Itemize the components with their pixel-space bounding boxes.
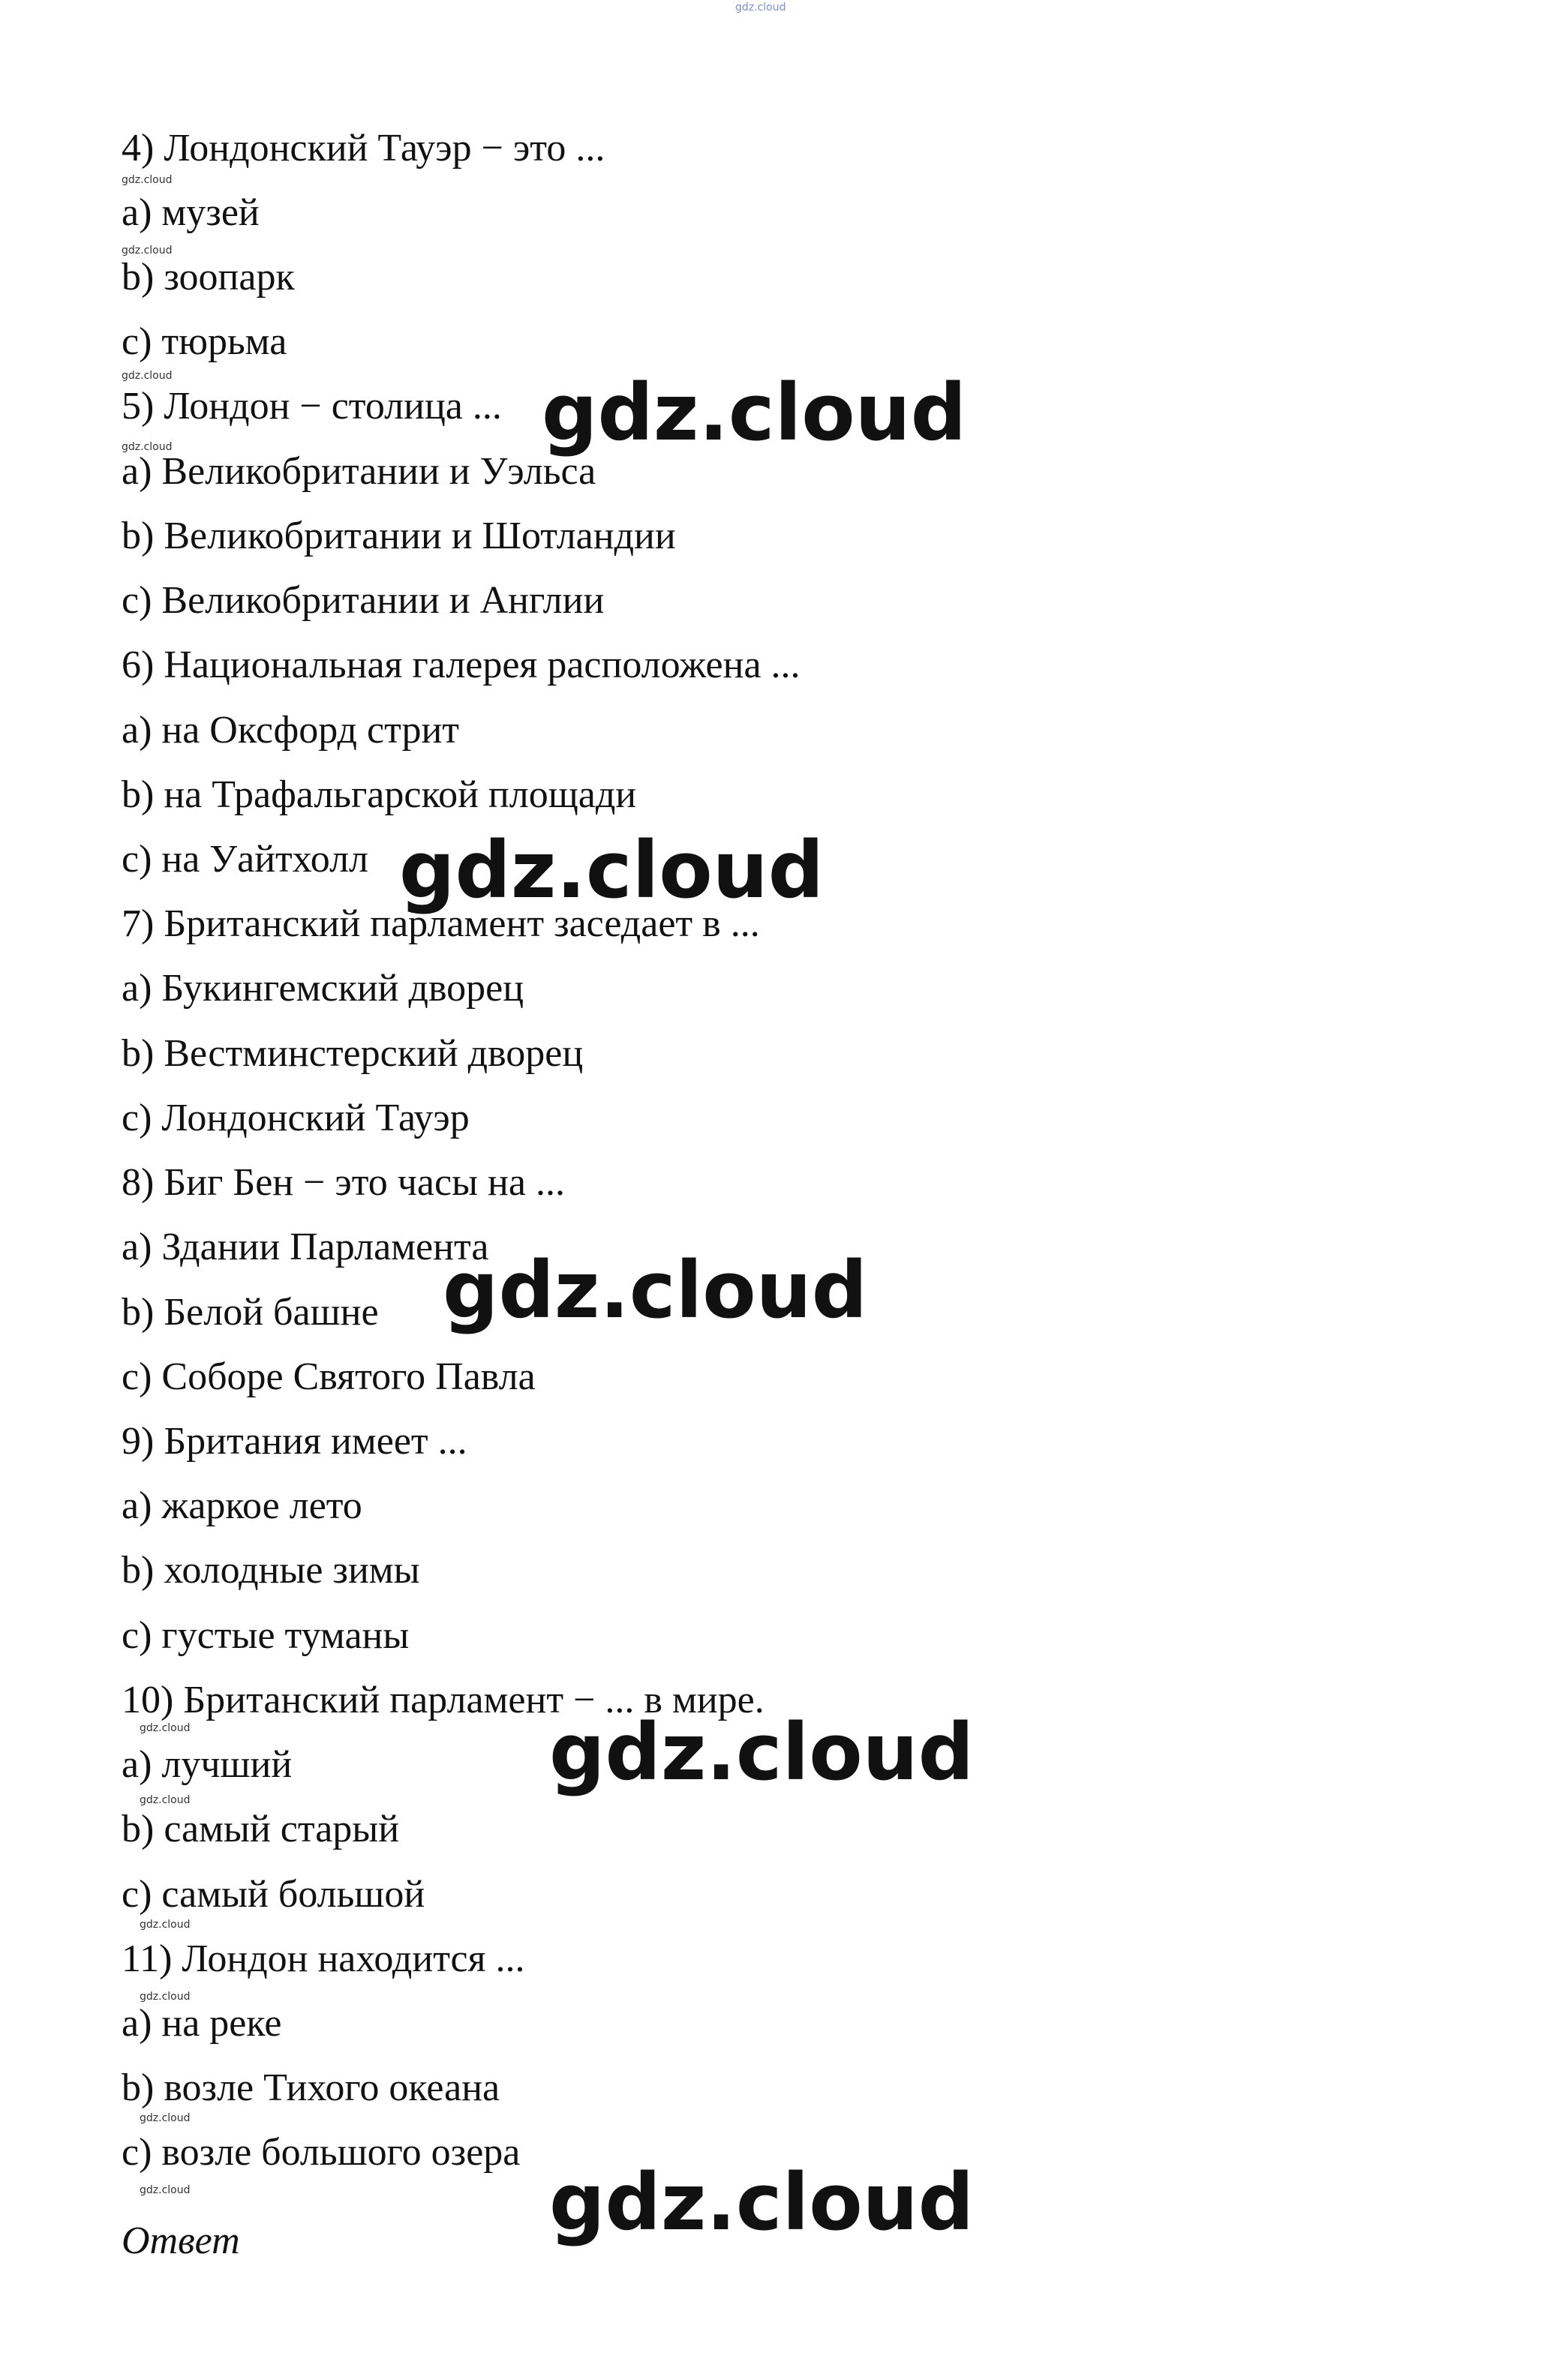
question-5: 5) Лондон − столица ... [122,385,502,428]
answer-heading: Ответ [122,2219,240,2262]
watermark-large: gdz.cloud [399,824,825,916]
watermark-small: gdz.cloud [140,1991,191,2003]
question-4: 4) Лондонский Тауэр − это ... [122,127,605,170]
question-10-option-c: c) самый большой [122,1873,425,1916]
watermark-small: gdz.cloud [140,2112,191,2124]
watermark-small: gdz.cloud [140,2184,191,2196]
question-11-option-a: a) на реке [122,2002,282,2045]
watermark-top: gdz.cloud [735,2,786,14]
watermark-small: gdz.cloud [122,245,173,257]
question-6: 6) Национальная галерея расположена ... [122,644,801,686]
watermark-large: gdz.cloud [549,1706,975,1798]
question-9: 9) Британия имеет ... [122,1420,467,1463]
question-7-option-a: a) Букингемский дворец [122,967,524,1010]
question-6-option-c: c) на Уайтхолл [122,838,368,881]
question-7: 7) Британский парламент заседает в ... [122,902,760,945]
question-9-option-b: b) холодные зимы [122,1549,420,1592]
question-8: 8) Биг Бен − это часы на ... [122,1161,565,1204]
question-6-option-a: a) на Оксфорд стрит [122,709,459,752]
question-10: 10) Британский парламент − ... в мире. [122,1679,764,1721]
question-8-option-c: c) Соборе Святого Павла [122,1355,536,1398]
question-11-option-c: c) возле большого озера [122,2131,521,2174]
question-4-option-b: b) зоопарк [122,256,295,299]
watermark-small: gdz.cloud [122,370,173,382]
question-10-option-b: b) самый старый [122,1808,400,1850]
question-11: 11) Лондон находится ... [122,1937,525,1980]
watermark-small: gdz.cloud [122,441,173,453]
watermark-large: gdz.cloud [443,1244,868,1336]
watermark-small: gdz.cloud [140,1794,191,1806]
question-9-option-c: c) густые туманы [122,1614,410,1657]
question-7-option-b: b) Вестминстерский дворец [122,1032,584,1075]
watermark-small: gdz.cloud [140,1919,191,1931]
watermark-large: gdz.cloud [549,2156,975,2248]
question-5-option-a: a) Великобритании и Уэльса [122,450,596,493]
watermark-small: gdz.cloud [140,1722,191,1734]
question-4-option-a: a) музей [122,191,260,234]
question-5-option-c: c) Великобритании и Англии [122,579,605,622]
watermark-large: gdz.cloud [542,367,967,458]
question-11-option-b: b) возле Тихого океана [122,2066,500,2109]
question-5-option-b: b) Великобритании и Шотландии [122,515,676,557]
question-8-option-a: a) Здании Парламента [122,1226,489,1268]
question-4-option-c: c) тюрьма [122,320,287,363]
question-6-option-b: b) на Трафальгарской площади [122,773,637,816]
question-9-option-a: a) жаркое лето [122,1484,362,1527]
question-8-option-b: b) Белой башне [122,1291,379,1334]
question-7-option-c: c) Лондонский Тауэр [122,1097,470,1139]
watermark-small: gdz.cloud [122,174,173,186]
question-10-option-a: a) лучший [122,1743,293,1786]
